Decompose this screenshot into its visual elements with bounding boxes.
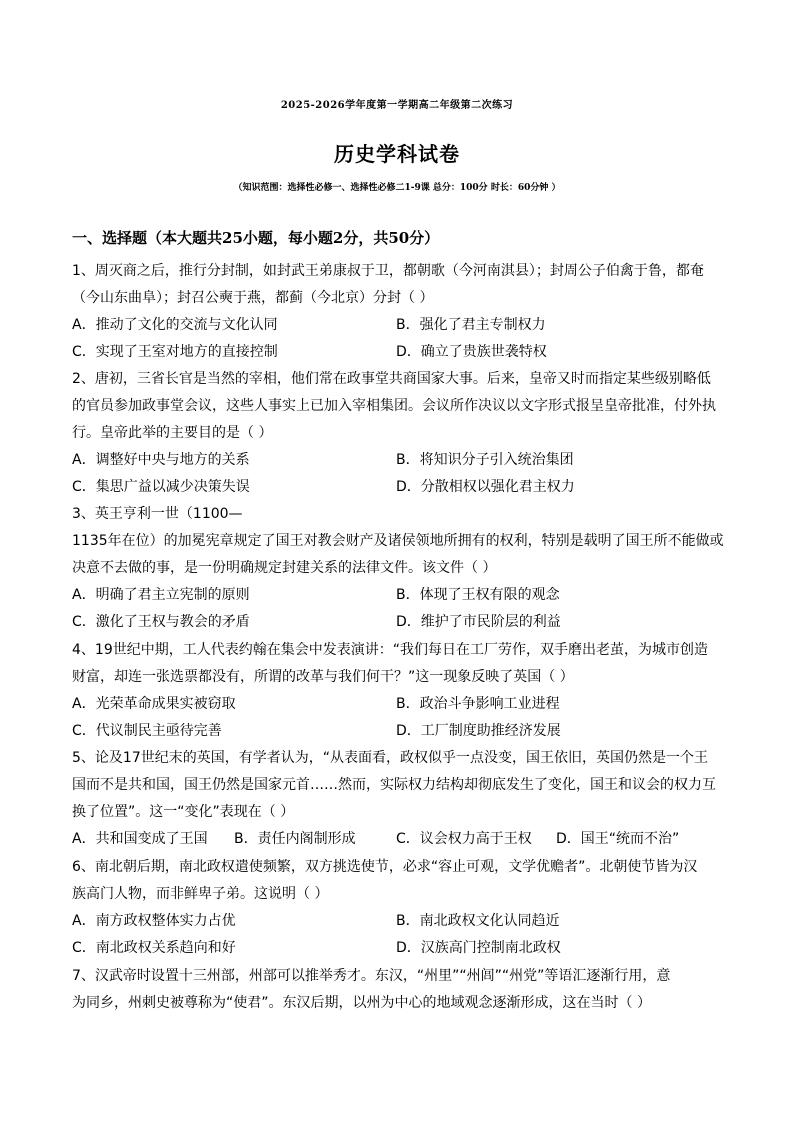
question-3-line-3: 决意不去做的事，是一份明确规定封建关系的法律文件。该文件（ ） — [72, 560, 497, 576]
question-1-option-b: B．强化了君主专制权力 — [396, 317, 546, 333]
question-1-line-2: （今山东曲阜）；封召公奭于燕，都蓟（今北京）分封（ ） — [72, 290, 434, 306]
question-3-line-1: 3、英王亨利一世（1100— — [72, 506, 243, 522]
question-5-line-2: 国而不是共和国，国王仍然是国家元首……然而，实际权力结构却彻底发生了变化，国王和议会的权力互 — [72, 777, 716, 793]
question-1-option-d: D．确立了贵族世袭特权 — [396, 344, 547, 360]
question-2-option-b: B．将知识分子引入统治集团 — [396, 452, 574, 468]
question-6-option-d: D．汉族高门控制南北政权 — [396, 940, 561, 956]
question-6-option-c: C．南北政权关系趋向和好 — [72, 940, 236, 956]
question-1-line-1: 1、周灭商之后，推行分封制，如封武王弟康叔于卫，都朝歌（今河南淇县）；封周公子伯禽于鲁，都奄 — [72, 263, 704, 279]
question-5-line-1: 5、论及17世纪末的英国，有学者认为，“从表面看，政权似乎一点没变，国王依旧，英国仍然是一个王 — [72, 750, 708, 766]
question-5-option-c: C．议会权力高于王权 — [396, 831, 532, 847]
question-2-line-2: 的官员参加政事堂会议，这些人事实上已加入宰相集团。会议所作决议以文字形式报呈皇帝批准，付外执 — [72, 398, 716, 414]
question-7-line-1: 7、汉武帝时设置十三州部，州部可以推举秀才。东汉，“州里”“州闾”“州党”等语汇逐渐行用，意 — [72, 968, 671, 984]
question-3-option-b: B．体现了王权有限的观念 — [396, 587, 560, 603]
question-2-line-1: 2、唐初，三省长官是当然的宰相，他们常在政事堂共商国家大事。后来，皇帝又时而指定某些级别略低 — [72, 371, 711, 387]
section-heading: 一、选择题（本大题共25小题，每小题2分，共50分） — [72, 229, 440, 247]
question-1-option-a: A．推动了文化的交流与文化认同 — [72, 317, 278, 333]
question-6-option-a: A．南方政权整体实力占优 — [72, 913, 236, 929]
question-3-line-2: 1135年在位）的加冕宪章规定了国王对教会财产及诸侯领地所拥有的权利，特别是载明了国王所不能做或 — [72, 533, 724, 549]
question-7-line-2: 为同乡，州刺史被尊称为“使君”。东汉后期，以州为中心的地域观念逐渐形成，这在当时（ ） — [72, 995, 651, 1011]
question-4-line-2: 财富，却连一张选票都没有，所谓的改革与我们何干？”这一现象反映了英国（ ） — [72, 669, 574, 685]
question-4-option-c: C．代议制民主亟待完善 — [72, 723, 222, 739]
question-4-option-b: B．政治斗争影响工业进程 — [396, 696, 560, 712]
question-3-option-d: D．维护了市民阶层的利益 — [396, 614, 561, 630]
question-6-line-1: 6、南北朝后期，南北政权遣使频繁，双方挑选使节，必求“容止可观，文学优赡者”。北朝使节皆为汉 — [72, 859, 698, 875]
question-2-option-c: C．集思广益以减少决策失误 — [72, 479, 250, 495]
exam-subtitle: 历史学科试卷 — [334, 142, 460, 166]
question-6-line-2: 族高门人物，而非鲜卑子弟。这说明（ ） — [72, 886, 329, 902]
exam-title: 2025-2026学年度第一学期高二年级第二次练习 — [280, 100, 514, 111]
question-2-option-d: D．分散相权以强化君主权力 — [396, 479, 575, 495]
question-3-option-c: C．激化了王权与教会的矛盾 — [72, 614, 250, 630]
question-4-option-a: A．光荣革命成果实被窃取 — [72, 696, 236, 712]
question-6-option-b: B．南北政权文化认同趋近 — [396, 913, 560, 929]
exam-scope: （知识范围：选择性必修一、选择性必修二1-9课 总分：100分 时长：60分钟 ） — [233, 183, 561, 193]
question-2-line-3: 行。皇帝此举的主要目的是（ ） — [72, 425, 273, 441]
question-4-line-1: 4、19世纪中期，工人代表约翰在集会中发表演讲：“我们每日在工厂劳作，双手磨出老茧，为城市创造 — [72, 642, 708, 658]
question-4-option-d: D．工厂制度助推经济发展 — [396, 723, 561, 739]
question-5-line-3: 换了位置”。这一“变化”表现在（ ） — [72, 804, 295, 820]
question-5-option-b: B．责任内阁制形成 — [234, 831, 356, 847]
question-5-option-d: D．国王“统而不治” — [556, 831, 680, 847]
question-2-option-a: A．调整好中央与地方的关系 — [72, 452, 250, 468]
question-1-option-c: C．实现了王室对地方的直接控制 — [72, 344, 278, 360]
question-5-option-a: A．共和国变成了王国 — [72, 831, 208, 847]
question-3-option-a: A．明确了君主立宪制的原则 — [72, 587, 250, 603]
